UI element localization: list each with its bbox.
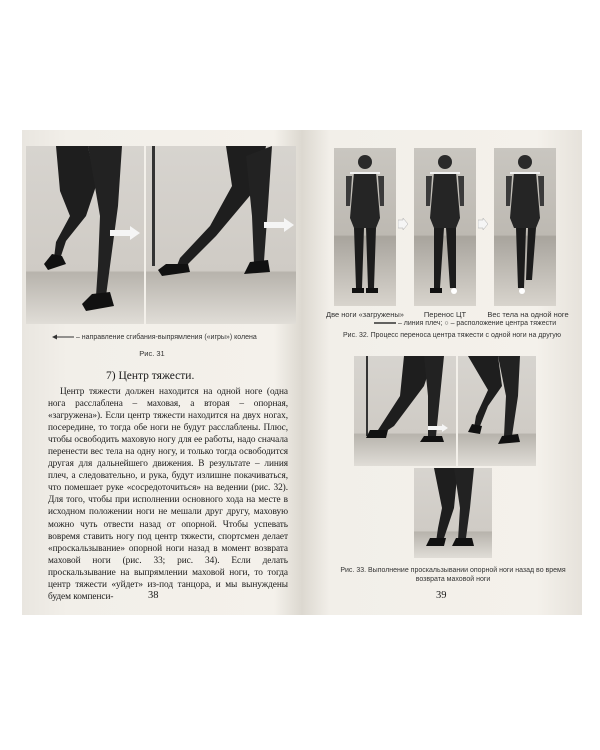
leg-silhouette-icon [26,146,144,324]
fig32-legend-line: – линия плеч; [397,320,443,327]
fig32-label-1: Две ноги «загружены» [326,310,404,319]
fig33-caption-line1: Рис. 33. Выполнение проскальзывании опорной ноги назад во время [340,567,566,574]
fig33-photo-2 [458,356,536,466]
fig31-legend-text: – направление сгибания-выпрямления («игры») колена [75,334,257,341]
leg-silhouette-icon [146,146,296,324]
fig32-caption: Рис. 32. Процесс переноса центра тяжести с одной ноги на другую [342,332,561,339]
page-number-left: 38 [148,590,159,601]
fig33-caption [330,566,576,584]
fig33-caption-line2: возврата маховой ноги [415,576,491,583]
arrow-left-icon [52,334,74,340]
standing-figure-icon [414,148,476,306]
shoulder-line-icon [374,321,396,325]
fig31-photo-left [26,146,144,324]
fig32-legend [374,320,556,327]
fig32-legend-circle: ○ – расположение центра тяжести [444,320,557,327]
fig33-photo-1 [354,356,456,466]
standing-figure-icon [494,148,556,306]
book-spread [22,130,582,615]
fig32-photo-2 [414,148,476,306]
left-page [22,130,302,615]
fig31-caption: Рис. 31 [139,349,165,358]
arrow-right-icon [398,218,408,230]
section-heading: 7) Центр тяжести. [106,370,195,382]
fig32-photo-3 [494,148,556,306]
fig32-photo-1 [334,148,396,306]
leg-silhouette-icon [354,356,456,466]
leg-silhouette-icon [414,468,492,558]
fig33-photo-3 [414,468,492,558]
arrow-right-icon [478,218,488,230]
fig31-legend [52,334,257,341]
fig31-photo-right [146,146,296,324]
fig32-label-3: Вес тела на одной ноге [487,310,569,319]
standing-figure-icon [334,148,396,306]
fig32-label-2: Перенос ЦТ [423,310,467,319]
body-paragraph: Центр тяжести должен находится на одной ноге (одна нога расслаблена – маховая, а вторая – опорная, «загружена»). Если центр тяжести находится на двух ногах, посередине, то тогда обе ноги не будут расслаблены. Плюс, чтобы освободить маховую ногу для ее работы, надо сначала перенести вес тела на одну ногу, и только тогда освободится другая для дальнейшего движения. В результате – линия плеч, а следовательно, и рука, будут излишне покачиваться, что помешает руке «сосредоточиться» на ведении (рис. 32). Для того, чтобы при исполнении основного хода на месте в исходном положении ноги не мешали друг другу, маховую можно чуть отвести назад от опорной. Чтобы успевать вовремя ставить ногу под центр тяжести, спортсмен делает «проскальзывание» опорной ноги назад в момент возврата маховой ноги (рис. 33; рис. 34). Если делать проскальзывание на выпрямлении маховой ноги, то тогда центр тяжести «уйдет» из-под танцора, и мы вынуждены будем компенси- [48,387,288,602]
leg-silhouette-icon [458,356,536,466]
page-number-right: 39 [436,590,447,601]
right-page [302,130,582,615]
